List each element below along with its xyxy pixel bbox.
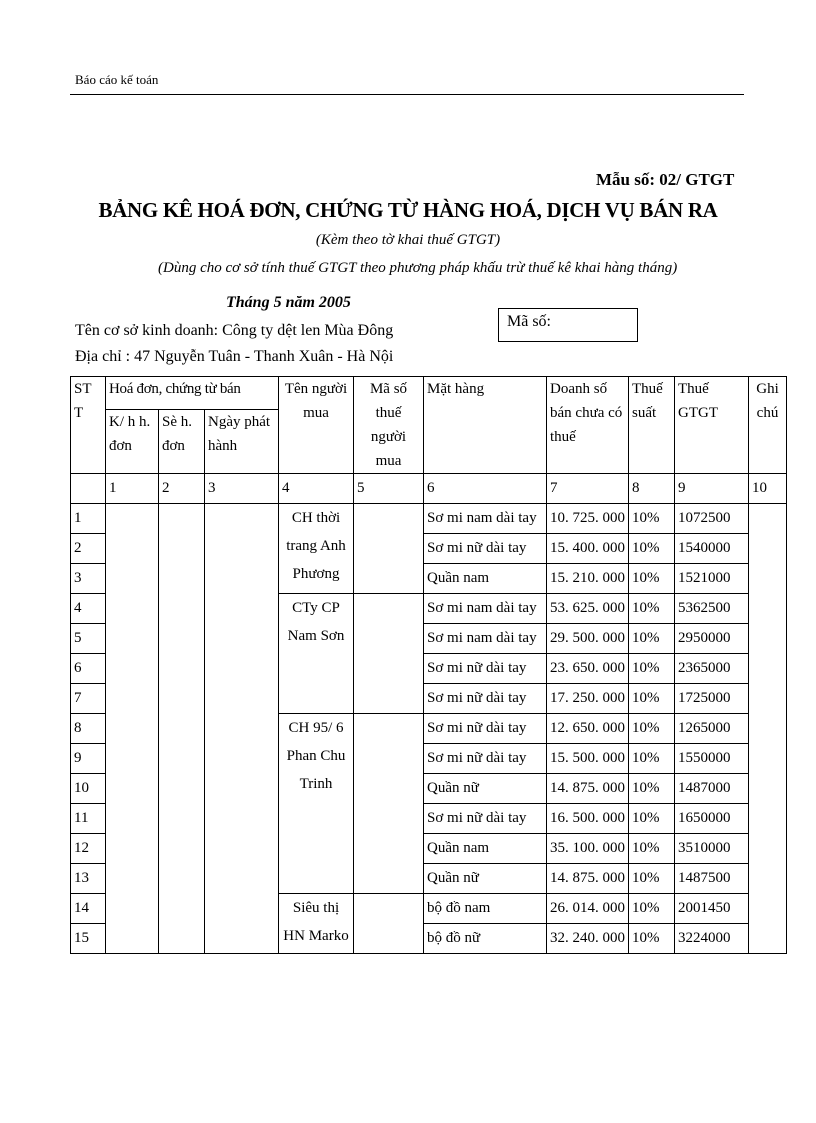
header-buyer-tax-code: Mã số thuế người mua [354,377,424,474]
cell-vat: 1550000 [675,744,749,774]
cell-tax-rate: 10% [629,804,675,834]
cell-tax-rate: 10% [629,564,675,594]
header-buyer: Tên người mua [279,377,354,474]
header-invoice-symbol: K/ h h. đơn [106,409,159,473]
cell-tax-rate: 10% [629,684,675,714]
cell-buyer: CH thời trang Anh Phương [279,504,354,594]
document-subtitle-attachment: (Kèm theo tờ khai thuế GTGT) [315,232,501,248]
cell-tax-rate: 10% [629,654,675,684]
cell-tax-rate: 10% [629,594,675,624]
cell-buyer: CTy CP Nam Sơn [279,594,354,714]
cell-vat: 3224000 [675,924,749,954]
cell-stt: 11 [71,804,106,834]
report-header-note: Báo cáo kế toán [75,72,159,87]
header-divider [70,94,744,95]
col-number: 8 [629,474,675,504]
cell-revenue: 15. 500. 000 [547,744,629,774]
cell-item: Sơ mi nam dài tay [424,504,547,534]
cell-item: Sơ mi nữ dài tay [424,804,547,834]
cell-tax-rate: 10% [629,534,675,564]
col-number: 3 [205,474,279,504]
table-header-row [71,377,787,410]
cell-tax-rate: 10% [629,864,675,894]
col-number: 2 [159,474,205,504]
cell-invoice-symbol [106,504,159,954]
header-tax-rate: Thuế suất [629,377,675,474]
cell-vat: 2365000 [675,654,749,684]
cell-stt: 5 [71,624,106,654]
header-invoice: Hoá đơn, chứng từ bán [106,377,279,410]
cell-tax-rate: 10% [629,774,675,804]
cell-item: Quần nữ [424,774,547,804]
cell-vat: 1650000 [675,804,749,834]
cell-stt: 1 [71,504,106,534]
cell-item: Sơ mi nam dài tay [424,624,547,654]
cell-item: Quần nam [424,564,547,594]
cell-vat: 2001450 [675,894,749,924]
cell-revenue: 15. 210. 000 [547,564,629,594]
cell-item: Sơ mi nữ dài tay [424,714,547,744]
cell-stt: 14 [71,894,106,924]
header-invoice-date: Ngày phát hành [205,409,279,473]
col-number: 7 [547,474,629,504]
cell-revenue: 14. 875. 000 [547,864,629,894]
cell-tax-rate: 10% [629,504,675,534]
cell-vat: 1265000 [675,714,749,744]
cell-stt: 3 [71,564,106,594]
cell-item: Quần nam [424,834,547,864]
cell-vat: 1540000 [675,534,749,564]
col-number: 5 [354,474,424,504]
cell-stt: 4 [71,594,106,624]
cell-vat: 1487000 [675,774,749,804]
cell-item: Quần nữ [424,864,547,894]
col-number: 6 [424,474,547,504]
cell-buyer-tax-code [354,714,424,894]
cell-stt: 15 [71,924,106,954]
col-number: 9 [675,474,749,504]
cell-stt: 9 [71,744,106,774]
cell-revenue: 26. 014. 000 [547,894,629,924]
col-number-stt [71,474,106,504]
cell-buyer-tax-code [354,594,424,714]
cell-revenue: 12. 650. 000 [547,714,629,744]
cell-vat: 1072500 [675,504,749,534]
document-title: BẢNG KÊ HOÁ ĐƠN, CHỨNG TỪ HÀNG HOÁ, DỊCH VỤ BÁN RA [98,198,718,222]
form-code: Mẫu số: 02/ GTGT [596,170,735,189]
cell-revenue: 53. 625. 000 [547,594,629,624]
header-stt: ST T [71,377,106,474]
cell-stt: 12 [71,834,106,864]
cell-stt: 2 [71,534,106,564]
cell-invoice-date [205,504,279,954]
header-note: Ghi chú [749,377,787,474]
header-revenue: Doanh số bán chưa có thuế [547,377,629,474]
cell-stt: 8 [71,714,106,744]
cell-buyer-tax-code [354,894,424,954]
cell-stt: 6 [71,654,106,684]
cell-item: Sơ mi nữ dài tay [424,744,547,774]
cell-invoice-number [159,504,205,954]
document-subtitle-usage: (Dùng cho cơ sở tính thuế GTGT theo phương pháp khấu trừ thuế kê khai hàng tháng) [158,260,678,276]
header-vat: Thuế GTGT [675,377,749,474]
column-number-row [71,474,787,504]
sales-invoice-table [70,376,787,954]
cell-revenue: 14. 875. 000 [547,774,629,804]
cell-stt: 13 [71,864,106,894]
cell-vat: 5362500 [675,594,749,624]
cell-tax-rate: 10% [629,894,675,924]
cell-revenue: 15. 400. 000 [547,534,629,564]
cell-revenue: 17. 250. 000 [547,684,629,714]
cell-note [749,504,787,954]
cell-tax-rate: 10% [629,924,675,954]
col-number: 10 [749,474,787,504]
cell-revenue: 23. 650. 000 [547,654,629,684]
cell-item: Sơ mi nữ dài tay [424,684,547,714]
cell-buyer: Siêu thị HN Marko [279,894,354,954]
cell-vat: 1487500 [675,864,749,894]
cell-item: Sơ mi nữ dài tay [424,534,547,564]
header-item: Mặt hàng [424,377,547,474]
cell-tax-rate: 10% [629,624,675,654]
cell-item: Sơ mi nữ dài tay [424,654,547,684]
tax-code-label: Mã số: [507,313,551,330]
cell-item: bộ đồ nữ [424,924,547,954]
col-number: 4 [279,474,354,504]
cell-vat: 1725000 [675,684,749,714]
header-invoice-number: Sè h. đơn [159,409,205,473]
table-row [71,504,787,534]
cell-revenue: 35. 100. 000 [547,834,629,864]
company-name: Tên cơ sở kinh doanh: Công ty dệt len Mùa Đông [75,322,394,339]
cell-buyer-tax-code [354,504,424,594]
cell-vat: 3510000 [675,834,749,864]
cell-stt: 7 [71,684,106,714]
cell-revenue: 10. 725. 000 [547,504,629,534]
cell-vat: 2950000 [675,624,749,654]
cell-buyer: CH 95/ 6 Phan Chu Trinh [279,714,354,894]
cell-item: Sơ mi nam dài tay [424,594,547,624]
company-address: Địa chỉ : 47 Nguyễn Tuân - Thanh Xuân - Hà Nội [75,348,394,365]
cell-tax-rate: 10% [629,834,675,864]
col-number: 1 [106,474,159,504]
cell-stt: 10 [71,774,106,804]
cell-revenue: 16. 500. 000 [547,804,629,834]
cell-item: bộ đồ nam [424,894,547,924]
reporting-period: Tháng 5 năm 2005 [226,294,351,311]
cell-revenue: 29. 500. 000 [547,624,629,654]
tax-code-box [498,308,638,342]
cell-tax-rate: 10% [629,744,675,774]
cell-revenue: 32. 240. 000 [547,924,629,954]
cell-vat: 1521000 [675,564,749,594]
cell-tax-rate: 10% [629,714,675,744]
